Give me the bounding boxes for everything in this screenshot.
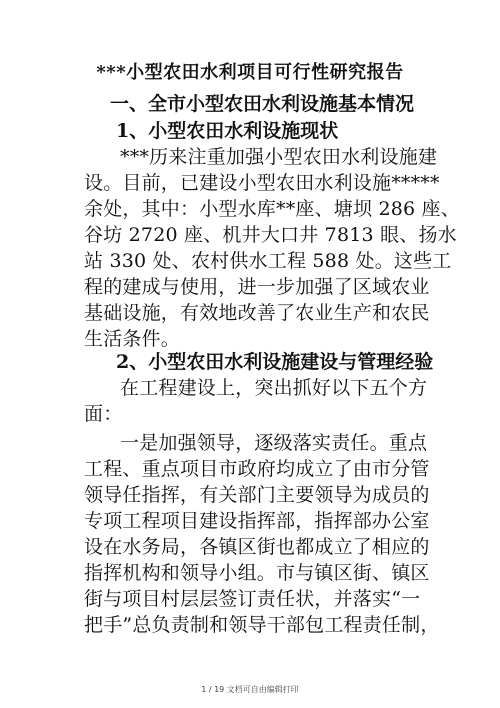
paragraph-line: 生活条件。 <box>84 328 181 350</box>
paragraph-line: 街与项目村层层签订责任状，并落实“一 <box>84 588 421 610</box>
paragraph-line: 程的建成与使用，进一步加强了区域农业 <box>84 276 430 298</box>
paragraph-line: 面： <box>84 403 123 425</box>
paragraph-line: 指挥机构和领导小组。市与镇区街、镇区 <box>84 562 430 584</box>
document-title: ***小型农田水利项目可行性研究报告 <box>96 62 404 83</box>
paragraph-line: 把手”总负责制和领导干部包工程责任制， <box>84 614 440 636</box>
paragraph-line: 设。目前，已建设小型农田水利设施***** <box>84 172 440 194</box>
paragraph-line: 专项工程项目建设指挥部，指挥部办公室 <box>84 510 430 532</box>
paragraph-line: 余处，其中：小型水库**座、塘坝 286 座、 <box>84 198 460 220</box>
paragraph-status <box>84 144 460 352</box>
paragraph-line: 站 330 处、农村供水工程 588 处。这些工 <box>84 250 452 272</box>
paragraph-line: 基础设施，有效地改善了农业生产和农民 <box>84 302 430 324</box>
subsection-heading-1: 1、小型农田水利设施现状 <box>116 120 339 142</box>
paragraph-line: 工程、重点项目市政府均成立了由市分管 <box>84 458 430 480</box>
paragraph-line: 谷坊 2720 座、机井大口井 7813 眼、扬水 <box>84 224 457 246</box>
page-footer: 1 / 19 文档可自由编辑打印 <box>201 685 299 694</box>
paragraph-line: ***历来注重加强小型农田水利设施建 <box>120 146 438 168</box>
paragraph-intro <box>84 375 428 427</box>
section-heading-1: 一、全市小型农田水利设施基本情况 <box>110 93 415 115</box>
paragraph-line: 设在水务局，各镇区街也都成立了相应的 <box>84 536 430 558</box>
paragraph-line: 领导任指挥，有关部门主要领导为成员的 <box>84 484 430 506</box>
paragraph-line: 在工程建设上，突出抓好以下五个方 <box>120 377 428 399</box>
paragraph-leadership <box>84 430 440 638</box>
paragraph-line: 一是加强领导，逐级落实责任。重点 <box>120 432 428 454</box>
subsection-heading-2: 2、小型农田水利设施建设与管理经验 <box>116 351 434 373</box>
